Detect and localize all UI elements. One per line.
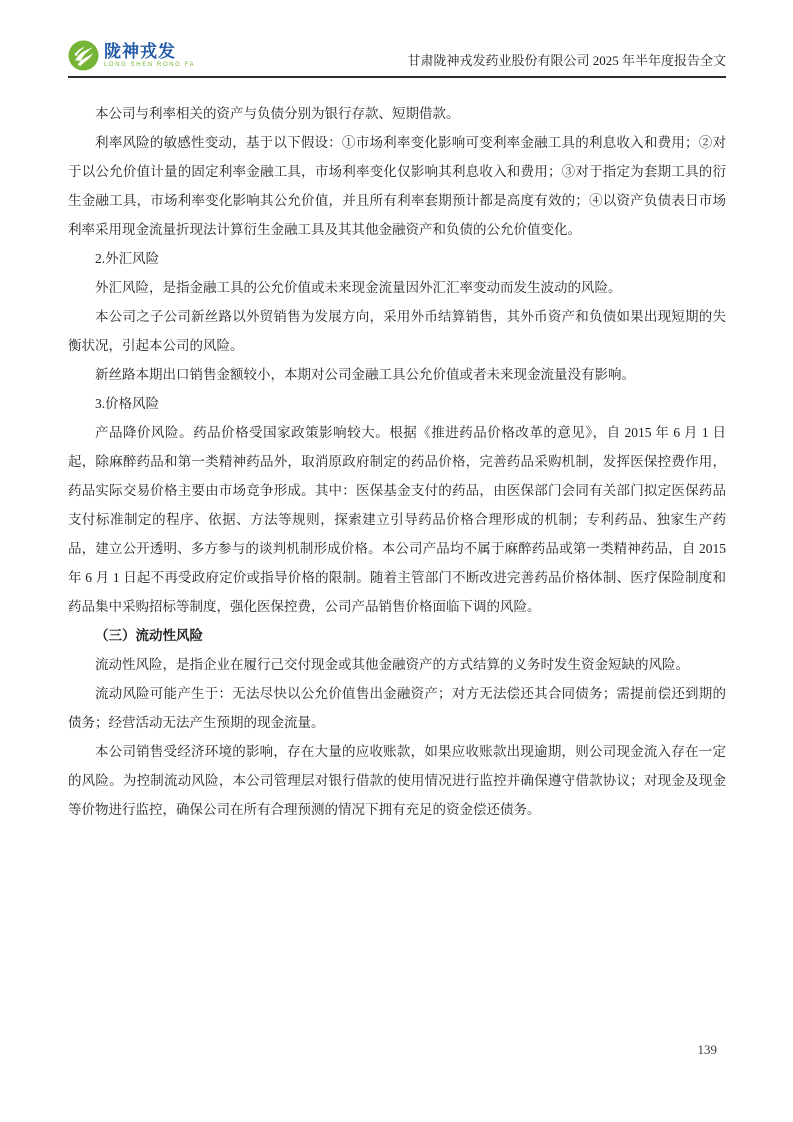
report-title: 甘肃陇神戎发药业股份有限公司 2025 年半年度报告全文 bbox=[407, 53, 726, 68]
paragraph-liquidity-definition: 流动性风险，是指企业在履行己交付现金或其他金融资产的方式结算的义务时发生资金短缺的风险。 bbox=[95, 657, 689, 672]
heading-liquidity-risk: （三）流动性风险 bbox=[95, 628, 203, 643]
paragraph-interest-rate-assets: 本公司与利率相关的资产与负债分别为银行存款、短期借款。 bbox=[95, 106, 460, 121]
brand-name-cn: 陇神戎发 bbox=[104, 42, 176, 61]
page-header bbox=[68, 40, 726, 78]
brand-name-en: LONG SHEN RONG FA bbox=[104, 62, 196, 68]
paragraph-fx-subsidiary: 本公司之子公司新丝路以外贸销售为发展方向，采用外币结算销售，其外币资产和负债如果出现短期的失衡状况，引起本公司的风险。 bbox=[68, 309, 726, 353]
paragraph-liquidity-sources: 流动风险可能产生于：无法尽快以公允价值售出金融资产；对方无法偿还其合同债务；需提前偿还到期的债务；经营活动无法产生预期的现金流量。 bbox=[68, 686, 726, 730]
company-logo bbox=[68, 40, 195, 71]
paragraph-liquidity-control: 本公司销售受经济环境的影响，存在大量的应收账款，如果应收账款出现逾期，则公司现金流入存在一定的风险。为控制流动风险，本公司管理层对银行借款的使用情况进行监控并确保遵守借款协议；对现金及现金等价物进行监控，确保公司在所有合理预测的情况下拥有充足的资金偿还债务。 bbox=[68, 744, 726, 817]
sub-heading-price-risk: 3.价格风险 bbox=[95, 396, 160, 411]
document-body bbox=[68, 99, 726, 824]
logo-circle-icon bbox=[68, 40, 99, 71]
paragraph-fx-export-impact: 新丝路本期出口销售金额较小，本期对公司金融工具公允价值或者未来现金流量没有影响。 bbox=[95, 367, 635, 382]
paragraph-price-risk-detail: 产品降价风险。药品价格受国家政策影响较大。根据《推进药品价格改革的意见》，自 2015 年 6 月 1 日起，除麻醉药品和第一类精神药品外，取消原政府制定的药品价格，完善药品采购机制，发挥医保控费作用，药品实际交易价格主要由市场竞争形成。其中：医保基金支付的药品，由医保部门会同有关部门拟定医保药品支付标准制定的程序、依据、方法等规则，探索建立引导药品价格合理形成的机制；专利药品、独家生产药品，建立公开透明、多方参与的谈判机制形成价格。本公司产品均不属于麻醉药品或第一类精神药品，自 2015 年 6 月 1 日起不再受政府定价或指导价格的限制。随着主管部门不断改进完善药品价格体制、医疗保险制度和药品集中采购招标等制度，强化医保控费，公司产品销售价格面临下调的风险。 bbox=[68, 425, 726, 614]
page-number: 139 bbox=[697, 1042, 717, 1057]
paragraph-fx-risk-definition: 外汇风险，是指金融工具的公允价值或未来现金流量因外汇汇率变动而发生波动的风险。 bbox=[95, 280, 622, 295]
paragraph-interest-rate-sensitivity: 利率风险的敏感性变动，基于以下假设：①市场利率变化影响可变利率金融工具的利息收入和费用；②对于以公允价值计量的固定利率金融工具，市场利率变化仅影响其利息收入和费用；③对于指定为套期工具的衍生金融工具，市场利率变化影响其公允价值，并且所有利率套期预计都是高度有效的；④以资产负债表日市场利率采用现金流量折现法计算衍生金融工具及其其他金融资产和负债的公允价值变化。 bbox=[68, 135, 726, 237]
logo-text bbox=[104, 43, 195, 68]
sub-heading-fx-risk: 2.外汇风险 bbox=[95, 251, 160, 266]
